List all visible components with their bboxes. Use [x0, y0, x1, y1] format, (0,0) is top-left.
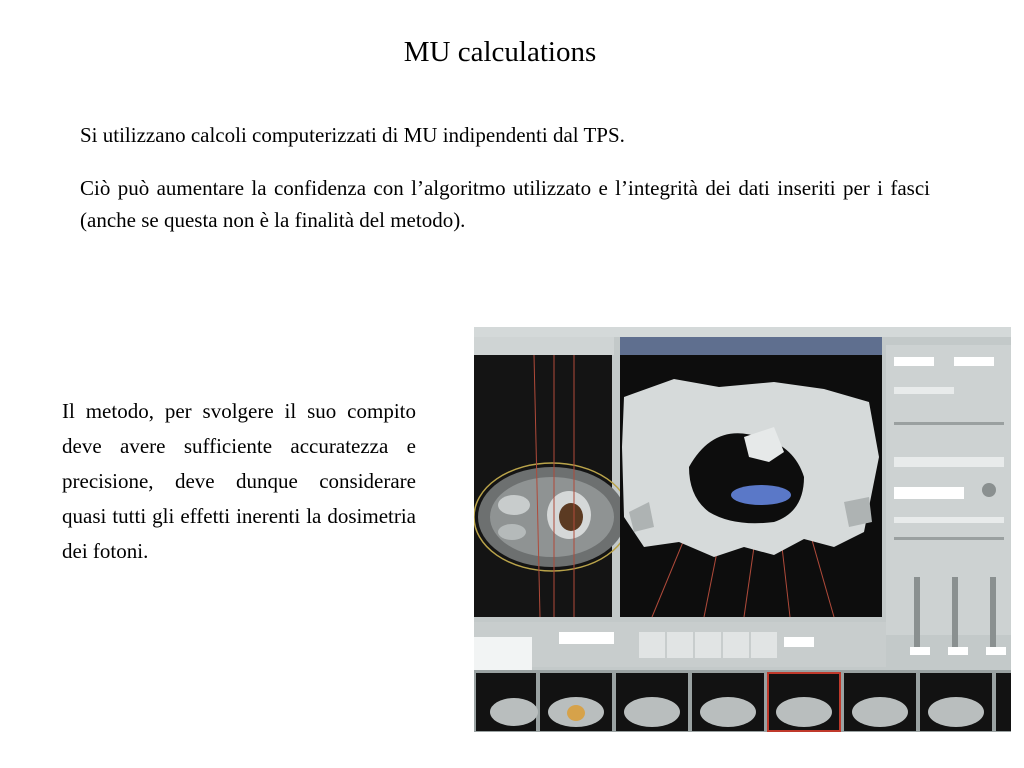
tps-screenshot-image [474, 327, 1011, 732]
slide-title: MU calculations [403, 36, 597, 68]
confidence-paragraph: Ciò può aumentare la confidenza con l’algoritmo utilizzato e l’integrità dei dati inseriti per i fasci (anche se questa non è la finalità del metodo). [80, 176, 930, 232]
intro-paragraph: Si utilizzano calcoli computerizzati di MU indipendenti dal TPS. [80, 123, 625, 147]
thumbnail-strip [476, 673, 1011, 731]
method-paragraph: Il metodo, per svolgere il suo compito deve avere sufficiente accuratezza e precisione, deve dunque considerare quasi tutti gli effetti inerenti la dosimetria dei fotoni. [62, 399, 416, 563]
tps-screenshot-drawing [474, 327, 1011, 732]
